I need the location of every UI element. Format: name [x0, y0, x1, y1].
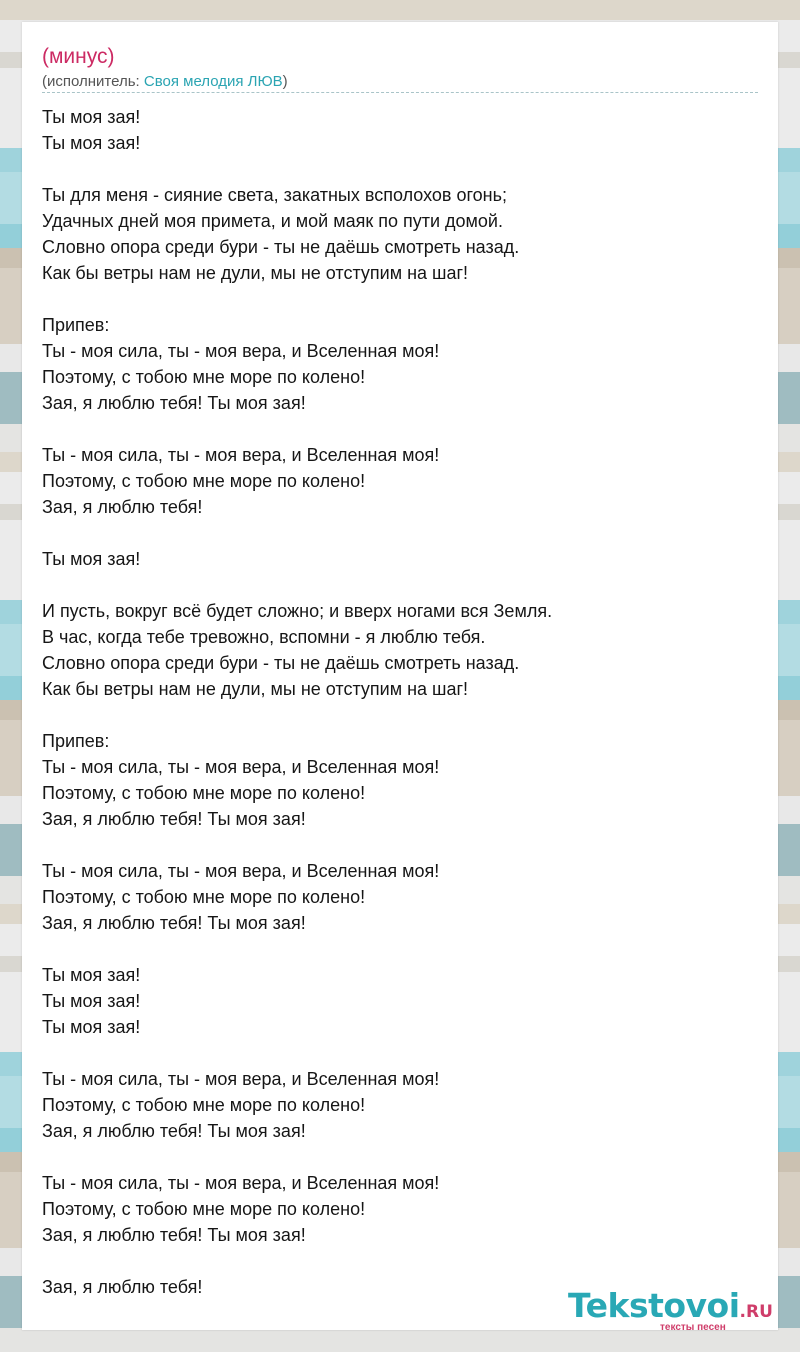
lyrics-line: Ты - моя сила, ты - моя вера, и Вселенная моя!: [42, 757, 440, 777]
lyrics-line: Зая, я люблю тебя! Ты моя зая!: [42, 913, 306, 933]
lyrics-line: Припев:: [42, 731, 110, 751]
lyrics-line: Ты - моя сила, ты - моя вера, и Вселенная моя!: [42, 1069, 440, 1089]
lyrics-line: Ты - моя сила, ты - моя вера, и Вселенная моя!: [42, 861, 440, 881]
lyrics-line: Ты - моя сила, ты - моя вера, и Вселенная моя!: [42, 341, 440, 361]
lyrics-blank-line: [42, 1144, 758, 1170]
lyrics-line: Зая, я люблю тебя!: [42, 497, 203, 517]
lyrics-line: Поэтому, с тобою мне море по колено!: [42, 471, 366, 491]
lyrics-line: Ты моя зая!: [42, 991, 141, 1011]
artist-link[interactable]: Своя мелодия ЛЮВ: [143, 73, 283, 90]
lyrics-line: Как бы ветры нам не дули, мы не отступим на шаг!: [42, 679, 469, 699]
lyrics-line: Припев:: [42, 315, 110, 335]
lyrics-line: Поэтому, с тобою мне море по колено!: [42, 887, 366, 907]
lyrics-line: Ты - моя сила, ты - моя вера, и Вселенная моя!: [42, 445, 440, 465]
lyrics-line: Ты моя зая!: [42, 133, 141, 153]
lyrics-line: Словно опора среди бури - ты не даёшь смотреть назад.: [42, 237, 520, 257]
lyrics-line: Поэтому, с тобою мне море по колено!: [42, 783, 366, 803]
lyrics-card: [22, 22, 778, 1333]
song-title: (минус): [42, 45, 115, 68]
lyrics-line: В час, когда тебе тревожно, вспомни - я люблю тебя.: [42, 627, 486, 647]
lyrics-blank-line: [42, 936, 758, 962]
lyrics-line: Ты моя зая!: [42, 965, 141, 985]
logo-tagline: тексты песен: [660, 1322, 726, 1333]
lyrics-line: Зая, я люблю тебя! Ты моя зая!: [42, 809, 306, 829]
artist-suffix: ): [282, 73, 288, 90]
site-logo[interactable]: [568, 1286, 778, 1332]
lyrics-blank-line: [42, 520, 758, 546]
lyrics-blank-line: [42, 1040, 758, 1066]
lyrics-line: Поэтому, с тобою мне море по колено!: [42, 1199, 366, 1219]
lyrics-line: Как бы ветры нам не дули, мы не отступим на шаг!: [42, 263, 469, 283]
lyrics-blank-line: [42, 1248, 758, 1274]
lyrics-line: И пусть, вокруг всё будет сложно; и вверх ногами вся Земля.: [42, 601, 553, 621]
artist-line: [42, 72, 288, 92]
lyrics-blank-line: [42, 832, 758, 858]
lyrics-line: Поэтому, с тобою мне море по колено!: [42, 367, 366, 387]
lyrics-line: Ты для меня - сияние света, закатных всполохов огонь;: [42, 185, 507, 205]
lyrics-line: Зая, я люблю тебя! Ты моя зая!: [42, 393, 306, 413]
lyrics-line: Зая, я люблю тебя!: [42, 1277, 203, 1297]
lyrics-blank-line: [42, 572, 758, 598]
lyrics-blank-line: [42, 156, 758, 182]
lyrics-line: Зая, я люблю тебя! Ты моя зая!: [42, 1121, 306, 1141]
logo-name: Tekstovoi: [568, 1286, 740, 1325]
lyrics-line: Ты моя зая!: [42, 549, 141, 569]
lyrics-line: Поэтому, с тобою мне море по колено!: [42, 1095, 366, 1115]
artist-prefix: (исполнитель:: [42, 73, 144, 90]
lyrics-blank-line: [42, 702, 758, 728]
logo-domain-suffix: .RU: [739, 1302, 773, 1322]
lyrics-text: [42, 104, 758, 1300]
lyrics-blank-line: [42, 286, 758, 312]
lyrics-line: Ты моя зая!: [42, 107, 141, 127]
lyrics-line: Удачных дней моя примета, и мой маяк по пути домой.: [42, 211, 503, 231]
lyrics-line: Зая, я люблю тебя! Ты моя зая!: [42, 1225, 306, 1245]
title-divider: [42, 92, 758, 93]
lyrics-blank-line: [42, 416, 758, 442]
lyrics-line: Словно опора среди бури - ты не даёшь смотреть назад.: [42, 653, 520, 673]
lyrics-line: Ты моя зая!: [42, 1017, 141, 1037]
lyrics-line: Ты - моя сила, ты - моя вера, и Вселенная моя!: [42, 1173, 440, 1193]
